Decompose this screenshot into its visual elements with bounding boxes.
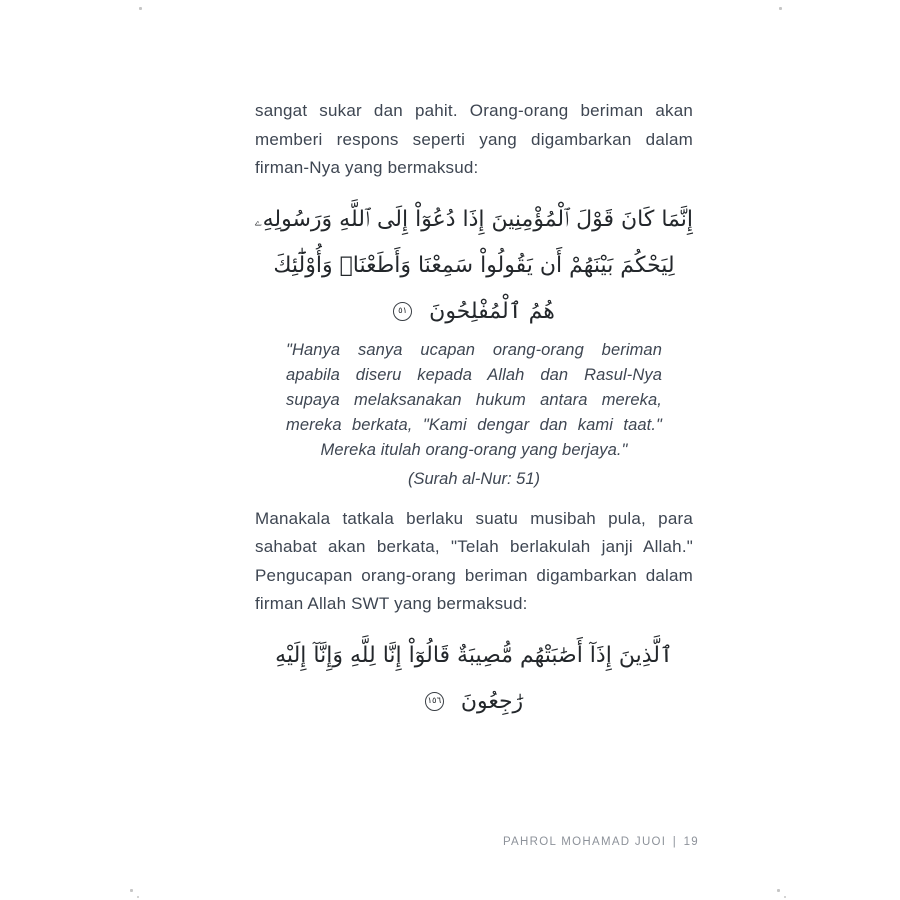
ayah-number: ٥١	[398, 306, 408, 317]
crop-mark-bottom-right-2	[784, 896, 786, 898]
arabic-verse-line: ٱلَّذِينَ إِذَآ أَصَٰبَتْهُم مُّصِيبَةٌ قَالُوٓاْ إِنَّا لِلَّهِ وَإِنَّآ إِلَيْهِ	[275, 642, 673, 668]
arabic-verse-line: هُمُ ٱلْمُفْلِحُونَ	[429, 298, 555, 324]
footer-separator: |	[672, 836, 678, 848]
ayah-end-marker-icon	[393, 302, 412, 321]
quran-verse-albaqarah-156	[255, 633, 693, 725]
ayah-end-marker-icon	[425, 692, 444, 711]
crop-mark-top-right	[779, 7, 782, 10]
page-footer	[502, 836, 700, 848]
arabic-verse-line-last	[255, 289, 693, 335]
arabic-verse-line-last	[255, 679, 693, 725]
footer-author: PAHROL MOHAMAD JUOI	[502, 836, 667, 848]
quran-verse-annur-51	[255, 197, 693, 335]
footer-page-number: 19	[683, 836, 699, 848]
crop-mark-bottom-left-2	[137, 896, 139, 898]
intro-paragraph: sangat sukar dan pahit. Orang-orang beriman akan memberi respons seperti yang digambarkan dalam firman-Nya yang bermaksud:	[255, 101, 693, 177]
arabic-verse-line: إِنَّمَا كَانَ قَوْلَ ٱلْمُؤْمِنِينَ إِذَا دُعُوٓاْ إِلَى ٱللَّهِ وَرَسُولِهِۦ	[254, 206, 693, 232]
crop-mark-bottom-right	[777, 889, 780, 892]
verse-translation: "Hanya sanya ucapan orang-orang beriman apabila diseru kepada Allah dan Rasul-Nya supaya melaksanakan hukum antara mereka, mereka berkata, "Kami dengar dan kami taat." Mereka itulah orang-orang yang berjaya."	[286, 340, 662, 459]
second-paragraph: Manakala tatkala berlaku suatu musibah pula, para sahabat akan berkata, "Telah berlakulah janji Allah." Pengucapan orang-orang beriman digambarkan dalam firman Allah SWT yang bermaksud:	[255, 508, 693, 613]
verse-citation: (Surah al-Nur: 51)	[407, 469, 541, 488]
crop-mark-top-left	[139, 7, 142, 10]
ayah-number: ١٥٦	[427, 696, 442, 707]
page-body	[255, 97, 693, 725]
arabic-verse-line: رَٰجِعُونَ	[460, 688, 524, 714]
arabic-verse-line: لِيَحْكُمَ بَيْنَهُمْ أَن يَقُولُواْ سَمِعْنَا وَأَطَعْنَاۚ وَأُوْلَٰٓئِكَ	[273, 252, 675, 278]
crop-mark-bottom-left	[130, 889, 133, 892]
